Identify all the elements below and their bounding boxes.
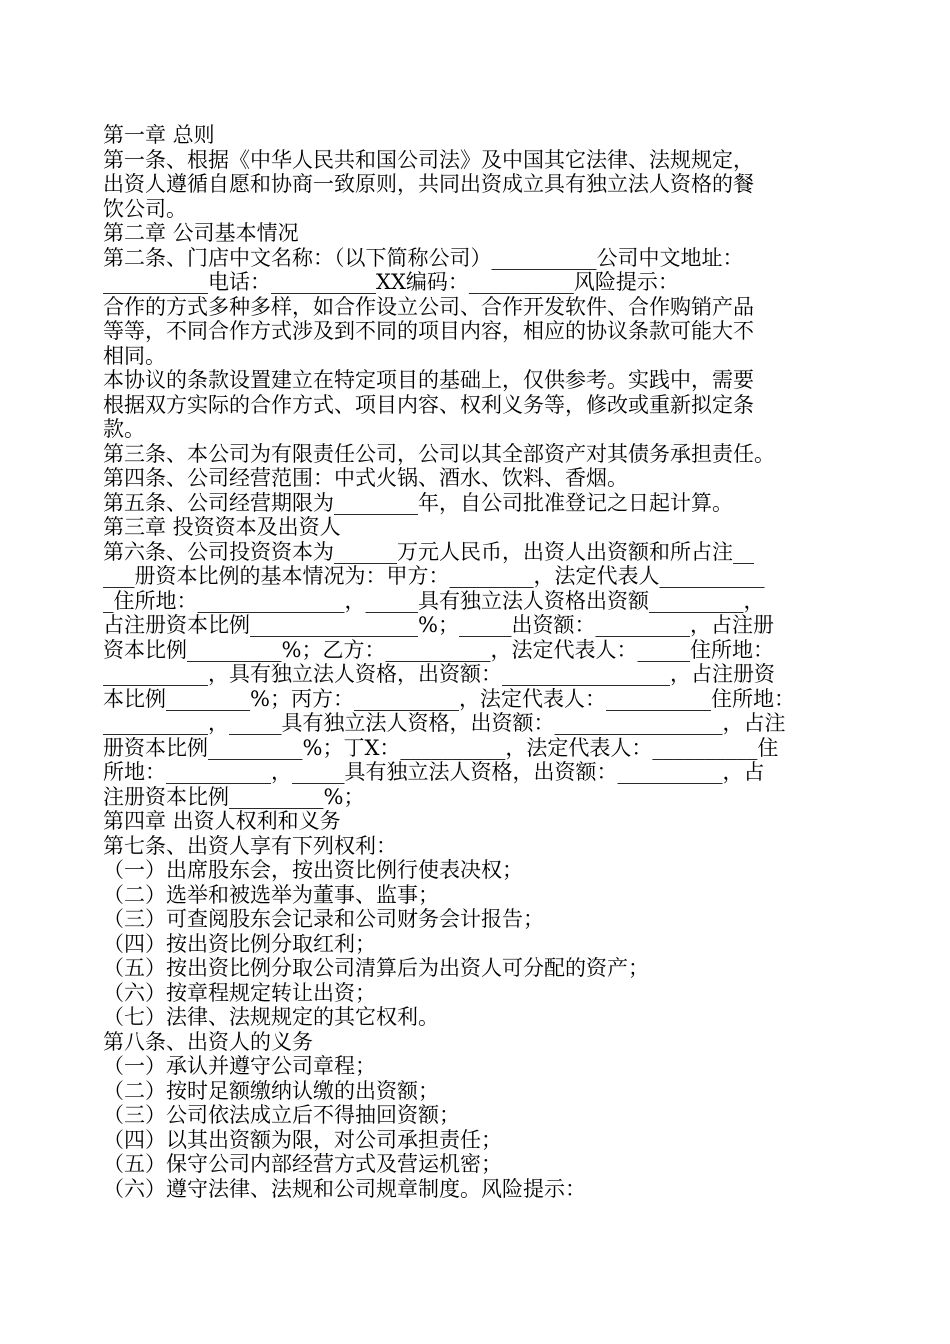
chapter-3-heading: 第三章 投资资本及出资人: [103, 515, 341, 539]
chapter-4-heading: 第四章 出资人权利和义务: [103, 809, 341, 833]
risk-note-text: 合作的方式多种多样，如合作设立公司、合作开发软件、合作购销产品: [103, 294, 754, 319]
article-6-text: ___册资本比例的基本情况为：甲方：________，法定代表人__________: [103, 564, 765, 588]
article-2-text: __________电话：__________XX编码：__________风险提示：: [103, 270, 679, 294]
article-6-text: 所地：__________，_____具有独立法人资格，出资额：__________，占: [103, 760, 765, 784]
risk-note-text: 等等，不同合作方式涉及到不同的项目内容，相应的协议条款可能大不: [103, 319, 754, 343]
article-6-text: __________，_____具有独立法人资格，出资额：________________，占注: [103, 711, 786, 735]
article-1-text: 饮公司。: [103, 196, 187, 221]
list-item: （五）保守公司内部经营方式及营运机密；: [103, 1152, 502, 1176]
document-page: [103, 123, 863, 1201]
article-6-text: _住所地：______________，_____具有独立法人资格出资额_________，: [103, 588, 765, 613]
list-item: （三）可查阅股东会记录和公司财务会计报告；: [103, 907, 544, 931]
list-item: （二）选举和被选举为董事、监事；: [103, 882, 439, 907]
article-6-text: 注册资本比例_________%；: [103, 784, 365, 809]
list-item: （六）按章程规定转让出资；: [103, 980, 376, 1005]
article-6-text: 本比例________%；丙方：__________，法定代表人：__________住所地：: [103, 686, 795, 711]
article-8-text: 第八条、出资人的义务: [103, 1029, 313, 1054]
list-item: （四）以其出资额为限，对公司承担责任；: [103, 1127, 502, 1152]
list-item: （一）承认并遵守公司章程；: [103, 1054, 376, 1078]
list-item: （五）按出资比例分取公司清算后为出资人可分配的资产；: [103, 956, 649, 980]
article-5-text: 第五条、公司经营期限为________年，自公司批准登记之日起计算。: [103, 490, 733, 515]
risk-note-text: 相同。: [103, 343, 166, 368]
chapter-1-heading: 第一章 总则: [103, 123, 215, 147]
risk-note-text: 款。: [103, 417, 145, 441]
article-6-text: 占注册资本比例________________%；_____出资额：_________，占注册: [103, 613, 774, 637]
article-3-text: 第三条、本公司为有限责任公司，公司以其全部资产对其债务承担责任。: [103, 441, 775, 466]
list-item: （七）法律、法规规定的其它权利。: [103, 1005, 439, 1029]
article-7-text: 第七条、出资人享有下列权利：: [103, 833, 397, 858]
list-item: （三）公司依法成立后不得抽回资额；: [103, 1103, 460, 1127]
risk-note-text: 本协议的条款设置建立在特定项目的基础上，仅供参考。实践中，需要: [103, 368, 754, 392]
list-item: （四）按出资比例分取红利；: [103, 931, 376, 956]
article-1-text: 出资人遵循自愿和协商一致原则，共同出资成立具有独立法人资格的餐: [103, 172, 754, 196]
article-4-text: 第四条、公司经营范围：中式火锅、酒水、饮料、香烟。: [103, 466, 628, 490]
article-6-text: 第六条、公司投资资本为______万元人民币，出资人出资额和所占注__: [103, 539, 754, 564]
chapter-2-heading: 第二章 公司基本情况: [103, 221, 299, 245]
article-2-text: 第二条、门店中文名称：（以下简称公司）__________公司中文地址：: [103, 245, 744, 270]
article-6-text: 册资本比例_________%；丁X：__________，法定代表人：__________住: [103, 735, 779, 760]
list-item: （六）遵守法律、法规和公司规章制度。风险提示：: [103, 1176, 586, 1201]
list-item: （二）按时足额缴纳认缴的出资额；: [103, 1078, 439, 1103]
risk-note-text: 根据双方实际的合作方式、项目内容、权利义务等，修改或重新拟定条: [103, 392, 754, 417]
list-item: （一）出席股东会，按出资比例行使表决权；: [103, 858, 523, 882]
article-6-text: 资本比例_________%；乙方：__________，法定代表人：_____住所地：: [103, 637, 774, 662]
article-1-text: 第一条、根据《中华人民共和国公司法》及中国其它法律、法规规定，: [103, 147, 754, 172]
article-6-text: __________，具有独立法人资格，出资额：________________，占注册资: [103, 662, 775, 686]
